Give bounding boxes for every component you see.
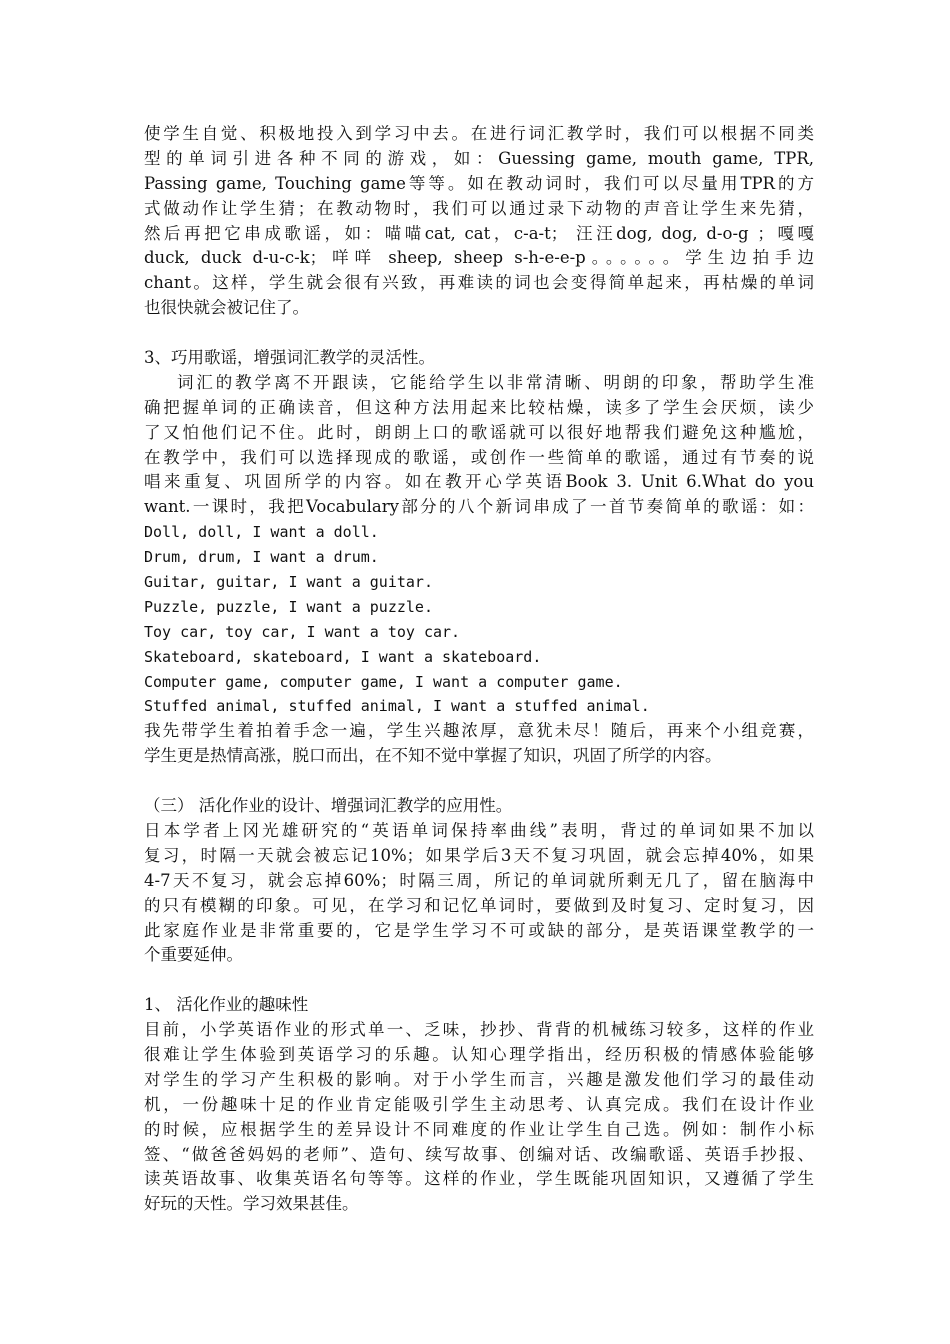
chant-line: Stuffed animal, stuffed animal, I want a stuffed animal. xyxy=(144,697,650,716)
section-heading-3: 3、巧用歌谣，增强词汇教学的灵活性。 xyxy=(144,348,435,368)
paragraph-homework-fun xyxy=(144,1018,814,1217)
chant-line: Toy car, toy car, I want a toy car. xyxy=(144,622,461,641)
text-line: 好玩的天性。学习效果甚佳。 xyxy=(144,1194,359,1214)
text-line: 复习，时隔一天就会被忘记10%；如果学后3天不复习巩固，就会忘掉40%，如果 xyxy=(144,845,814,865)
text-line: duck, duck d-u-c-k；咩咩 sheep, sheep s-h-e-e-p。。。。。。学生边拍手边 xyxy=(144,248,814,268)
text-line: 的只有模糊的印象。可见，在学习和记忆单词时，要做到及时复习、定时复习，因 xyxy=(144,895,814,915)
text-line: 型的单词引进各种不同的游戏，如：Guessing game, mouth game, TPR, xyxy=(144,148,814,168)
chant-line: Drum, drum, I want a drum. xyxy=(144,548,379,567)
text-line: want.一课时，我把Vocabulary部分的八个新词串成了一首节奏简单的歌谣：如： xyxy=(144,497,814,517)
text-line: 确把握单词的正确读音，但这种方法用起来比较枯燥，读多了学生会厌烦，读少 xyxy=(144,397,814,417)
text-line: 机，一份趣味十足的作业肯定能吸引学生主动思考、认真完成。我们在设计作业 xyxy=(144,1094,814,1114)
text-line: 唱来重复、巩固所学的内容。如在教开心学英语Book 3. Unit 6.What do you xyxy=(144,472,814,492)
text-line: 很难让学生体验到英语学习的乐趣。认知心理学指出，经历积极的情感体验能够 xyxy=(144,1044,814,1064)
text-line: 对学生的学习产生积极的影响。对于小学生而言，兴趣是激发他们学习的最佳动 xyxy=(144,1069,814,1089)
text-line: 式做动作让学生猜；在教动物时，我们可以通过录下动物的声音让学生来先猜， xyxy=(144,198,814,218)
text-line: 的时候，应根据学生的差异设计不同难度的作业让学生自己选。例如：制作小标 xyxy=(144,1119,814,1139)
paragraph-chant-result xyxy=(144,719,814,769)
chant-line: Puzzle, puzzle, I want a puzzle. xyxy=(144,597,433,616)
text-line: 我先带学生着拍着手念一遍，学生兴趣浓厚，意犹未尽！随后，再来个小组竞赛， xyxy=(144,721,814,741)
section-heading-1: 1、 活化作业的趣味性 xyxy=(144,995,309,1015)
text-line: Passing game, Touching game等等。如在教动词时，我们可以尽量用TPR的方 xyxy=(144,173,814,193)
paragraph-retention-curve xyxy=(144,819,814,968)
chant-line: Skateboard, skateboard, I want a skateboard. xyxy=(144,647,542,666)
chant-line: Doll, doll, I want a doll. xyxy=(144,523,379,542)
text-line: 词汇的教学离不开跟读，它能给学生以非常清晰、明朗的印象，帮助学生准 xyxy=(177,372,814,392)
text-line: 然后再把它串成歌谣，如：喵喵cat, cat，c-a-t； 汪汪dog, dog, d-o-g ；嘎嘎 xyxy=(144,223,814,243)
paragraph-chant-intro xyxy=(144,371,814,520)
text-line: 在教学中，我们可以选择现成的歌谣，或创作一些简单的歌谣，通过有节奏的说 xyxy=(144,447,814,467)
text-line: 读英语故事、收集英语名句等等。这样的作业，学生既能巩固知识，又遵循了学生 xyxy=(144,1169,814,1189)
text-line: 此家庭作业是非常重要的，它是学生学习不可或缺的部分，是英语课堂教学的一 xyxy=(144,920,814,940)
chant-list xyxy=(144,520,814,719)
text-line: 使学生自觉、积极地投入到学习中去。在进行词汇教学时，我们可以根据不同类 xyxy=(144,124,814,143)
text-line: chant。这样，学生就会很有兴致，再难读的词也会变得简单起来，再枯燥的单词 xyxy=(144,273,814,293)
chant-line: Computer game, computer game, I want a computer game. xyxy=(144,672,623,691)
chant-line: Guitar, guitar, I want a guitar. xyxy=(144,573,433,592)
text-line: 也很快就会被记住了。 xyxy=(144,298,309,318)
paragraph-gap xyxy=(144,769,814,794)
text-line: 签、“做爸爸妈妈的老师”、造句、续写故事、创编对话、改编歌谣、英语手抄报、 xyxy=(144,1144,814,1164)
text-line: 日本学者上冈光雄研究的“英语单词保持率曲线”表明，背过的单词如果不加以 xyxy=(144,820,814,840)
text-line: 4-7天不复习，就会忘掉60%；时隔三周，所记的单词就所剩无几了，留在脑海中 xyxy=(144,870,814,890)
text-line: 个重要延伸。 xyxy=(144,945,243,965)
text-line: 了又怕他们记不住。此时，朗朗上口的歌谣就可以很好地帮我们避免这种尴尬， xyxy=(144,422,814,442)
text-line: 学生更是热情高涨，脱口而出，在不知不觉中掌握了知识，巩固了所学的内容。 xyxy=(144,746,722,766)
paragraph-games xyxy=(144,122,814,321)
document-page xyxy=(144,122,814,1217)
text-line: 目前，小学英语作业的形式单一、乏味，抄抄、背背的机械练习较多，这样的作业 xyxy=(144,1020,814,1040)
section-heading-three: （三） 活化作业的设计、增强词汇教学的应用性。 xyxy=(144,796,513,816)
paragraph-gap xyxy=(144,968,814,993)
paragraph-gap xyxy=(144,321,814,346)
